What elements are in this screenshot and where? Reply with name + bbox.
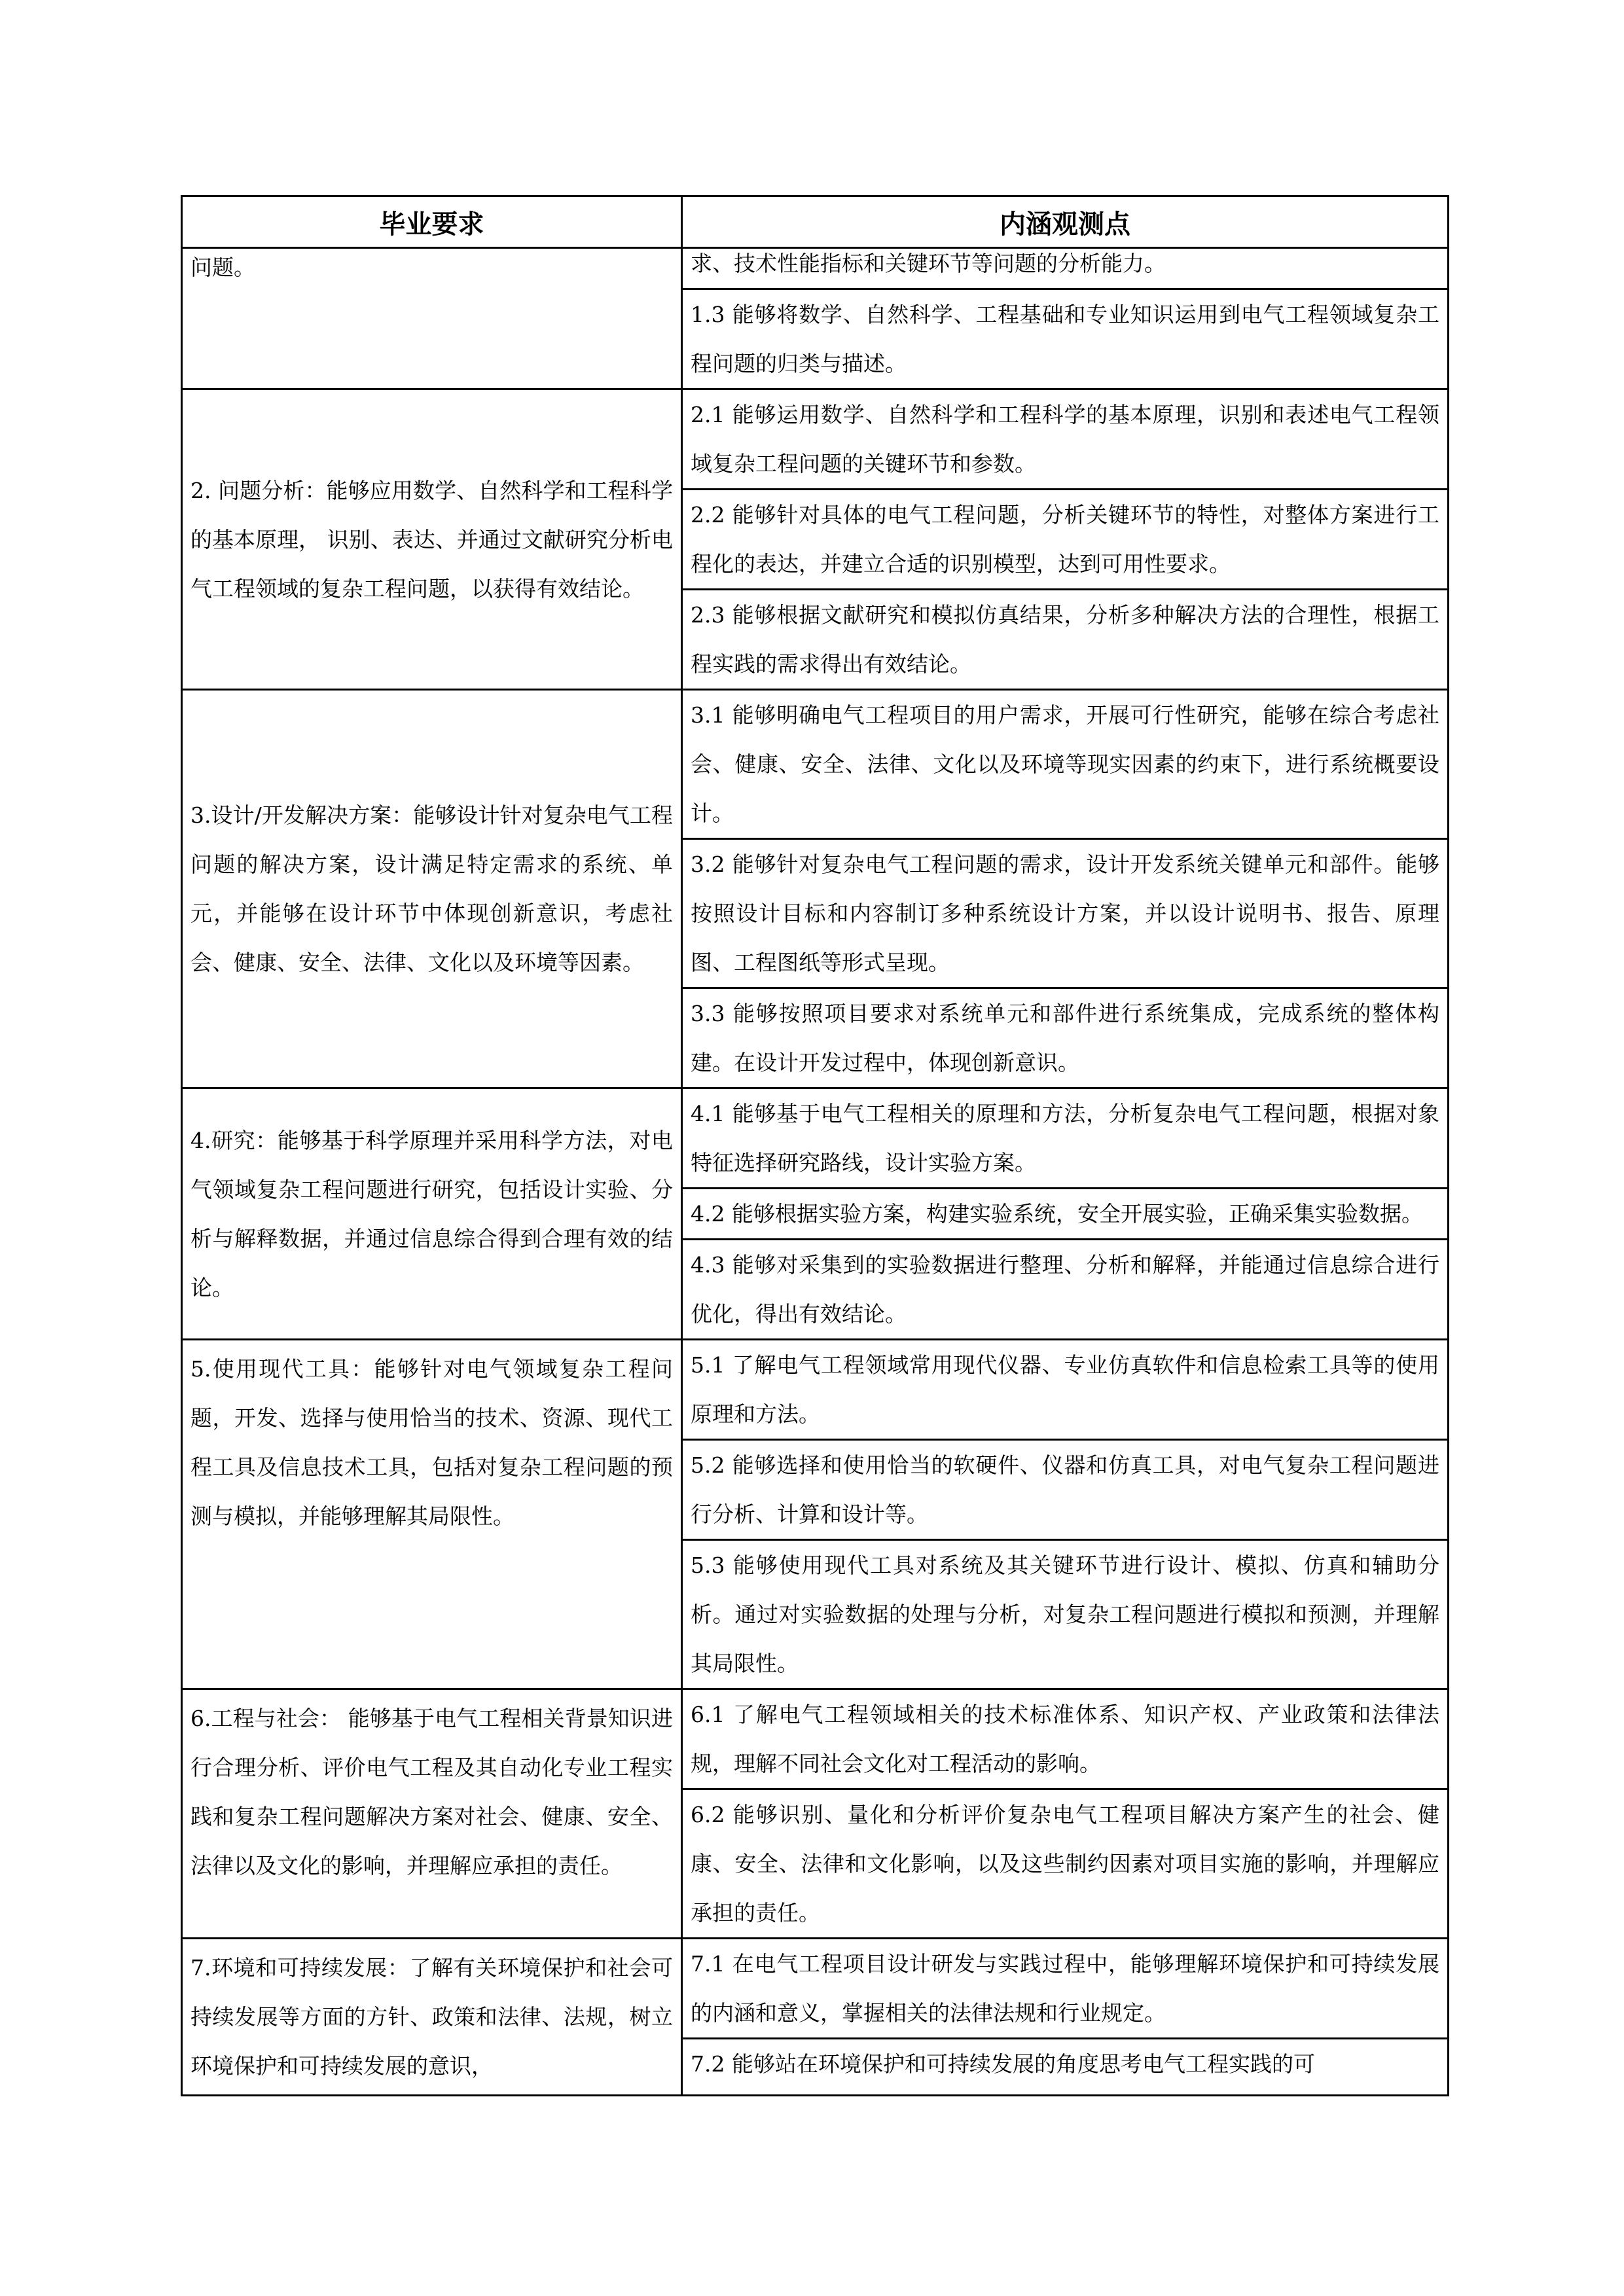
requirement-text: 4.研究：能够基于科学原理并采用科学方法，对电气领域复杂工程问题进行研究，包括设计实验、分析与解释数据，并通过信息综合得到合理有效的结论。 (190, 1127, 673, 1300)
requirement-text: 6.工程与社会： 能够基于电气工程相关背景知识进行合理分析、评价电气工程及其自动化专业工程实践和复杂工程问题解决方案对社会、健康、安全、法律以及文化的影响，并理解应承担的责任。 (190, 1706, 673, 1878)
indicators-cell (682, 1088, 1449, 1340)
header-requirement: 毕业要求 (182, 196, 682, 248)
requirement-text: 2. 问题分析：能够应用数学、自然科学和工程科学的基本原理， 识别、表达、并通过文献研究分析电气工程领域的复杂工程问题，以获得有效结论。 (190, 477, 673, 601)
indicator-text: 4.3 能够对采集到的实验数据进行整理、分析和解释，并能通过信息综合进行优化，得出有效结论。 (683, 1238, 1447, 1338)
indicators-cell (682, 1689, 1449, 1939)
header-row (182, 196, 1449, 248)
indicator-text: 7.1 在电气工程项目设计研发与实践过程中，能够理解环境保护和可持续发展的内涵和意义，掌握相关的法律法规和行业规定。 (691, 1951, 1439, 2026)
indicators-cell (682, 1939, 1449, 2096)
indicator-text: 5.1 了解电气工程领域常用现代仪器、专业仿真软件和信息检索工具等的使用原理和方法。 (691, 1352, 1439, 1427)
table-row (182, 389, 1449, 690)
indicator-text: 1.3 能够将数学、自然科学、工程基础和专业知识运用到电气工程领域复杂工程问题的归类与描述。 (683, 288, 1447, 388)
indicator-text: 2.3 能够根据文献研究和模拟仿真结果，分析多种解决方法的合理性，根据工程实践的需求得出有效结论。 (683, 588, 1447, 689)
indicators-cell (682, 690, 1449, 1088)
indicator-text: 4.2 能够根据实验方案，构建实验系统，安全开展实验，正确采集实验数据。 (683, 1187, 1447, 1238)
table-row (182, 690, 1449, 1088)
table-row (182, 248, 1449, 389)
table-row (182, 1340, 1449, 1689)
indicator-text: 2.1 能够运用数学、自然科学和工程科学的基本原理，识别和表述电气工程领域复杂工程问题的关键环节和参数。 (691, 402, 1439, 476)
graduation-requirements-table (181, 195, 1449, 2096)
indicator-text: 3.2 能够针对复杂电气工程问题的需求，设计开发系统关键单元和部件。能够按照设计目标和内容制订多种系统设计方案，并以设计说明书、报告、原理图、工程图纸等形式呈现。 (683, 838, 1447, 987)
indicator-text: 3.1 能够明确电气工程项目的用户需求，开展可行性研究，能够在综合考虑社会、健康、安全、法律、文化以及环境等现实因素的约束下，进行系统概要设计。 (691, 702, 1439, 826)
indicators-cell (682, 389, 1449, 690)
requirement-text: 问题。 (190, 255, 255, 280)
requirement-cell (182, 1340, 682, 1689)
requirement-cell (182, 690, 682, 1088)
requirement-cell (182, 1088, 682, 1340)
table-row (182, 1939, 1449, 2096)
indicators-cell (682, 248, 1449, 389)
indicator-text: 5.2 能够选择和使用恰当的软硬件、仪器和仿真工具，对电气复杂工程问题进行分析、计算和设计等。 (683, 1439, 1447, 1539)
requirement-cell (182, 1939, 682, 2096)
requirement-cell (182, 248, 682, 389)
table-row (182, 1088, 1449, 1340)
header-indicators: 内涵观测点 (682, 196, 1449, 248)
indicator-text: 3.3 能够按照项目要求对系统单元和部件进行系统集成，完成系统的整体构建。在设计开发过程中，体现创新意识。 (683, 987, 1447, 1087)
indicator-text: 6.2 能够识别、量化和分析评价复杂电气工程项目解决方案产生的社会、健康、安全、法律和文化影响，以及这些制约因素对项目实施的影响，并理解应承担的责任。 (683, 1788, 1447, 1937)
requirement-text: 3.设计/开发解决方案：能够设计针对复杂电气工程问题的解决方案，设计满足特定需求的系统、单元，并能够在设计环节中体现创新意识，考虑社会、健康、安全、法律、文化以及环境等因素。 (190, 802, 673, 975)
indicator-text: 7.2 能够站在环境保护和可持续发展的角度思考电气工程实践的可 (683, 2037, 1447, 2089)
indicator-text: 6.1 了解电气工程领域相关的技术标准体系、知识产权、产业政策和法律法规，理解不同社会文化对工程活动的影响。 (691, 1702, 1439, 1776)
indicator-text: 2.2 能够针对具体的电气工程问题，分析关键环节的特性，对整体方案进行工程化的表达，并建立合适的识别模型，达到可用性要求。 (683, 488, 1447, 588)
table-row (182, 1689, 1449, 1939)
requirement-text: 5.使用现代工具：能够针对电气领域复杂工程问题，开发、选择与使用恰当的技术、资源、现代工程工具及信息技术工具，包括对复杂工程问题的预测与模拟，并能够理解其局限性。 (190, 1356, 673, 1529)
indicator-text: 4.1 能够基于电气工程相关的原理和方法，分析复杂电气工程问题，根据对象特征选择研究路线，设计实验方案。 (691, 1101, 1439, 1175)
indicator-text: 求、技术性能指标和关键环节等问题的分析能力。 (691, 251, 1166, 276)
requirement-cell (182, 1689, 682, 1939)
indicators-cell (682, 1340, 1449, 1689)
requirement-text: 7.环境和可持续发展：了解有关环境保护和社会可持续发展等方面的方针、政策和法律、法规，树立环境保护和可持续发展的意识， (190, 1955, 673, 2079)
requirement-cell (182, 389, 682, 690)
indicator-text: 5.3 能够使用现代工具对系统及其关键环节进行设计、模拟、仿真和辅助分析。通过对实验数据的处理与分析，对复杂工程问题进行模拟和预测，并理解其局限性。 (683, 1539, 1447, 1688)
